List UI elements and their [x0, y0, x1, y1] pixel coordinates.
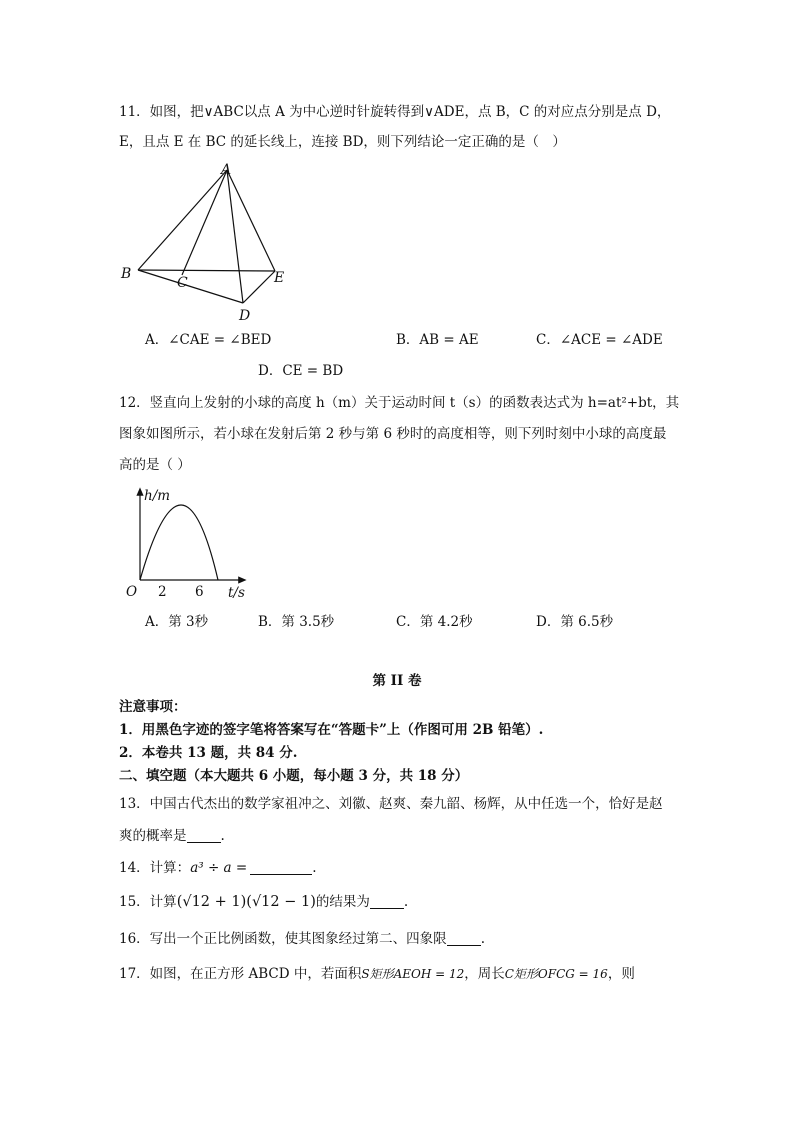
q11-line2: E，且点 E 在 BC 的延长线上，连接 BD，则下列结论一定正确的是（ ） — [119, 134, 566, 150]
segment-ac — [182, 170, 227, 275]
q12-option-d: D．第 6.5秒 — [536, 614, 614, 630]
q13-line2-end: . — [220, 828, 225, 844]
q14-end: . — [312, 860, 317, 876]
label-a: A — [221, 162, 232, 178]
y-axis-label: h/m — [144, 488, 171, 504]
q15-mid: 的结果为 — [315, 894, 370, 910]
parabola-curve — [140, 505, 218, 580]
label-c: C — [177, 275, 188, 291]
q14-prefix: 14．计算： — [119, 860, 191, 876]
q15-line — [119, 892, 408, 912]
q14-expression: a³ ÷ a = — [190, 860, 248, 876]
q11-option-d: D．CE = BD — [258, 363, 344, 379]
q11-line1: 11．如图，把∨ABC以点 A 为中心逆时针旋转得到∨ADE，点 B，C 的对应点分别是点 D， — [119, 104, 671, 120]
q12-line2: 图象如图所示，若小球在发射后第 2 秒与第 6 秒时的高度相等，则下列时刻中小球的高度最 — [119, 426, 667, 442]
q15-prefix: 15．计算 — [119, 894, 177, 910]
label-d: D — [239, 308, 251, 324]
q16-text: 16．写出一个正比例函数，使其图象经过第二、四象限 — [119, 931, 447, 947]
notice-item-1: 1．用黑色字迹的签字笔将答案写在“答题卡”上（作图可用 2B 铅笔）. — [119, 722, 544, 738]
q17-mid: ，周长 — [464, 966, 505, 982]
answer-blank[interactable] — [187, 828, 221, 843]
tick-6-label: 6 — [195, 584, 204, 600]
tick-2-label: 2 — [158, 584, 167, 600]
q12-option-b: B．第 3.5秒 — [258, 614, 335, 630]
q11-option-a: A．∠CAE = ∠BED — [145, 332, 272, 348]
part-title: 二、填空题（本大题共 6 小题，每小题 3 分，共 18 分） — [119, 768, 469, 784]
answer-blank[interactable] — [250, 860, 312, 875]
q16-line — [119, 929, 485, 949]
segment-de — [243, 271, 275, 303]
q13-line2-text: 爽的概率是 — [119, 828, 187, 844]
q17-prefix: 17．如图，在正方形 ABCD 中，若面积 — [119, 966, 362, 982]
q12-line1: 12．竖直向上发射的小球的高度 h（m）关于运动时间 t（s）的函数表达式为 h=at²+bt，其 — [119, 395, 680, 411]
segment-bd — [138, 270, 243, 303]
q12-option-a: A．第 3秒 — [145, 614, 209, 630]
section-title: 第 II 卷 — [372, 673, 422, 689]
segment-ab — [138, 170, 227, 270]
notice-item-2: 2．本卷共 13 题，共 84 分. — [119, 745, 298, 761]
q11-triangle-figure — [115, 158, 305, 328]
q12-line3: 高的是（ ） — [119, 457, 191, 473]
q14-line — [119, 858, 317, 878]
q15-end: . — [403, 894, 409, 910]
q17-line — [119, 964, 635, 984]
q15-expression: (√12 + 1)(√12 − 1) — [176, 894, 316, 910]
q12-parabola-graph — [118, 485, 258, 605]
label-b: B — [121, 266, 132, 282]
q13-line2 — [119, 826, 225, 846]
q17-perimeter-expression: C矩形OFCG = 16 — [504, 967, 608, 981]
q17-area-expression: S矩形AEOH = 12 — [361, 967, 465, 981]
notice-title: 注意事项： — [119, 699, 187, 715]
q12-option-c: C．第 4.2秒 — [396, 614, 473, 630]
segment-ae — [227, 170, 275, 271]
q13-line1: 13．中国古代杰出的数学家祖冲之、刘徽、赵爽、秦九韶、杨辉，从中任选一个，恰好是赵 — [119, 796, 663, 812]
answer-blank[interactable] — [447, 931, 481, 946]
origin-label: O — [126, 584, 138, 600]
label-e: E — [274, 270, 285, 286]
segment-be — [138, 270, 275, 271]
q11-option-c: C．∠ACE = ∠ADE — [536, 332, 663, 348]
x-axis-label: t/s — [228, 585, 245, 601]
q16-end: . — [480, 931, 485, 947]
segment-ad — [227, 170, 243, 303]
q17-end: ，则 — [607, 966, 635, 982]
answer-blank[interactable] — [370, 894, 404, 909]
q11-option-b: B．AB = AE — [396, 332, 479, 348]
